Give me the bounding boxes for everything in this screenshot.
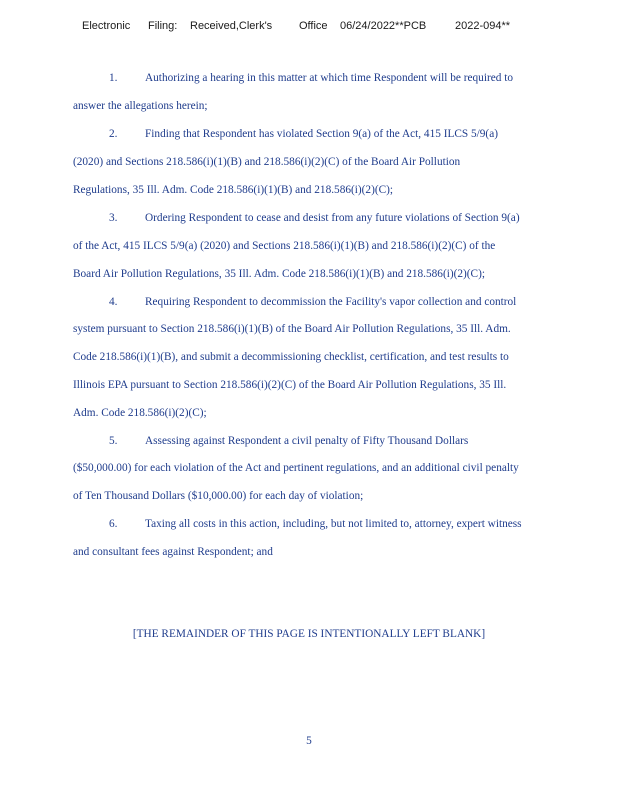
item-number: 2. — [109, 128, 118, 140]
item-line: and consultant fees against Respondent; and — [73, 546, 273, 558]
item-line: Board Air Pollution Regulations, 35 Ill. Adm. Code 218.586(i)(1)(B) and 218.586(i)(2)(C); — [73, 268, 485, 280]
filing-electronic: Electronic — [82, 20, 131, 32]
filing-stamp-header — [82, 20, 602, 36]
item-line: system pursuant to Section 218.586(i)(1)(B) of the Board Air Pollution Regulations, 35 Ill. Adm. — [73, 323, 511, 335]
item-line: Ordering Respondent to cease and desist from any future violations of Section 9(a) — [145, 212, 520, 224]
page-number: 5 — [306, 735, 312, 747]
item-line: Regulations, 35 Ill. Adm. Code 218.586(i)(1)(B) and 218.586(i)(2)(C); — [73, 184, 394, 196]
item-line: ($50,000.00) for each violation of the Act and pertinent regulations, and an additional civil penalty — [73, 462, 519, 474]
filing-date: 06/24/2022**PCB — [340, 20, 427, 32]
item-line: of Ten Thousand Dollars ($10,000.00) for each day of violation; — [73, 490, 364, 502]
item-line: Adm. Code 218.586(i)(2)(C); — [73, 407, 207, 419]
item-line: Illinois EPA pursuant to Section 218.586(i)(2)(C) of the Board Air Pollution Regulations, 35 Ill. — [73, 379, 507, 391]
item-line: Assessing against Respondent a civil penalty of Fifty Thousand Dollars — [145, 435, 469, 447]
item-line: of the Act, 415 ILCS 5/9(a) (2020) and Sections 218.586(i)(1)(B) and 218.586(i)(2)(C) of the — [73, 240, 496, 252]
item-line: answer the allegations herein; — [73, 100, 208, 112]
item-line: Finding that Respondent has violated Section 9(a) of the Act, 415 ILCS 5/9(a) — [145, 128, 498, 140]
item-line: Taxing all costs in this action, including, but not limited to, attorney, expert witness — [145, 518, 522, 530]
item-line: (2020) and Sections 218.586(i)(1)(B) and 218.586(i)(2)(C) of the Board Air Pollution — [73, 156, 461, 168]
filing-case-number: 2022-094** — [455, 20, 511, 32]
item-line: Code 218.586(i)(1)(B), and submit a decommissioning checklist, certification, and test results to — [73, 351, 509, 363]
item-number: 6. — [109, 518, 118, 530]
filing-received: Received,Clerk's — [190, 20, 273, 32]
remainder-blank-notice: [THE REMAINDER OF THIS PAGE IS INTENTIONALLY LEFT BLANK] — [132, 628, 486, 640]
item-number: 5. — [109, 435, 118, 447]
item-line: Requiring Respondent to decommission the Facility's vapor collection and control — [145, 296, 517, 308]
item-number: 1. — [109, 72, 118, 84]
filing-label: Filing: — [148, 20, 178, 32]
filing-office: Office — [299, 20, 328, 32]
item-number: 3. — [109, 212, 118, 224]
item-line: Authorizing a hearing in this matter at which time Respondent will be required to — [145, 72, 513, 84]
item-number: 4. — [109, 296, 118, 308]
